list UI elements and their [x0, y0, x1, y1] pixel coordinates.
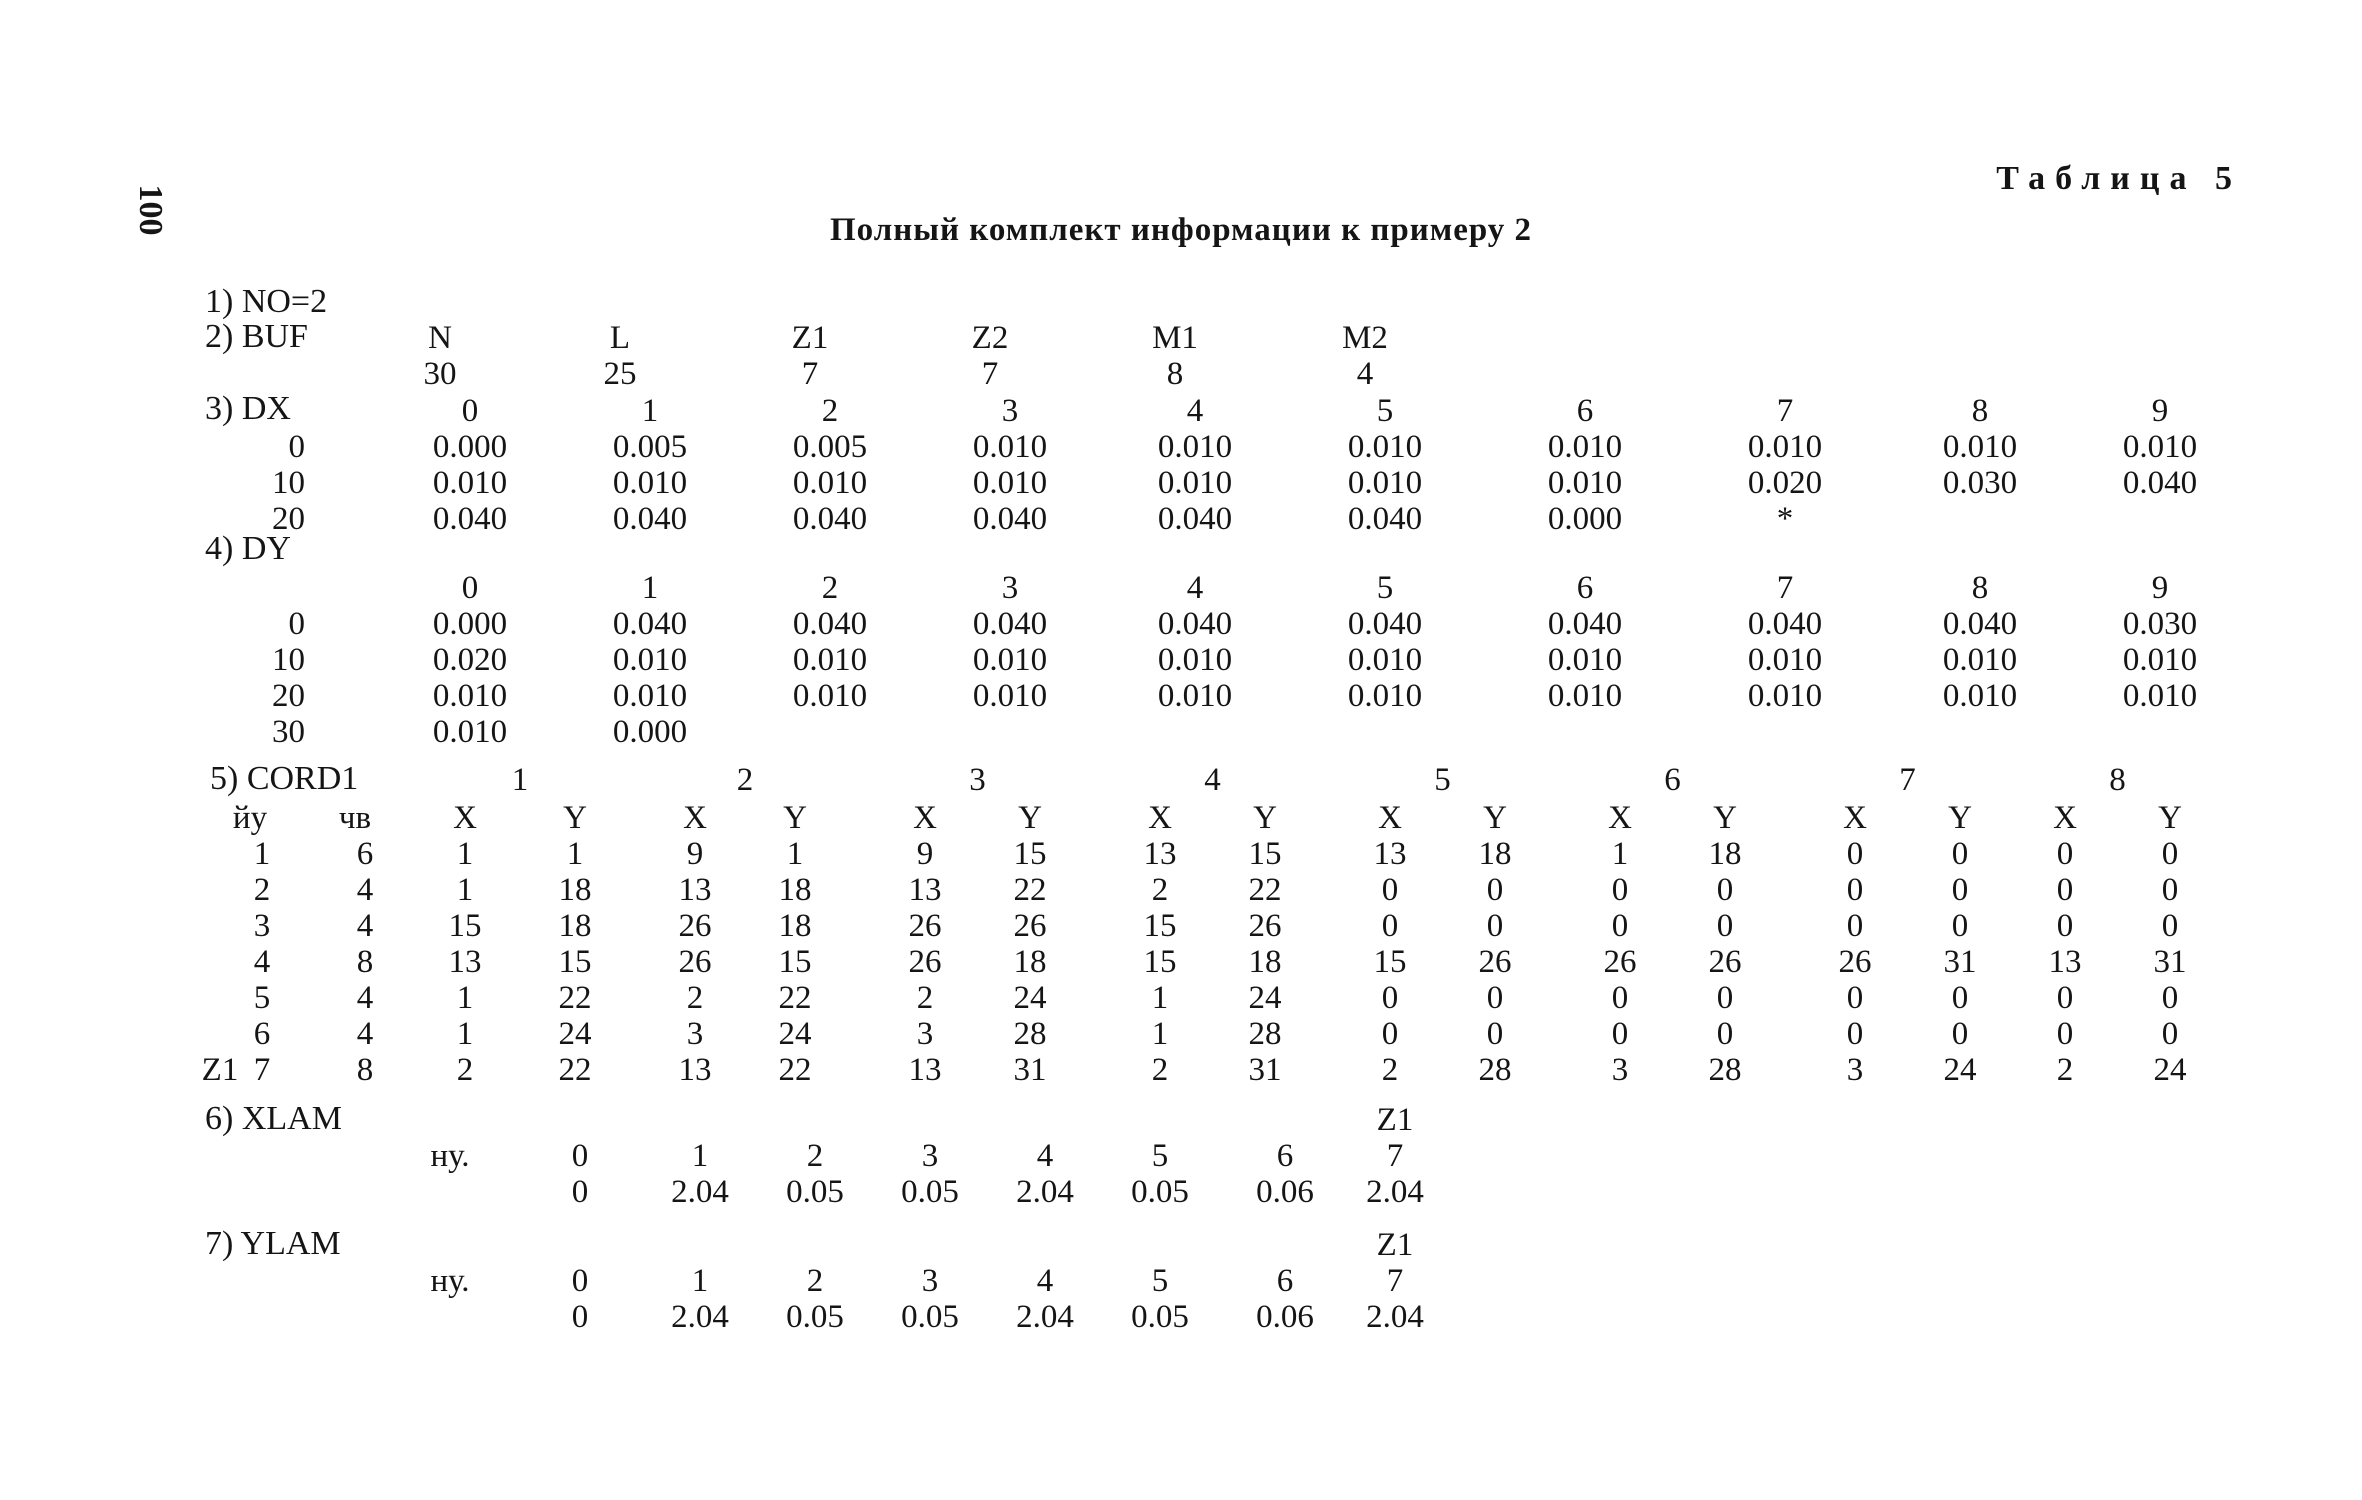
s6-index: 3	[921, 1138, 939, 1174]
page-number: 100	[132, 184, 169, 236]
cord-cell: 0	[1486, 1016, 1504, 1052]
dy-cell: 0.010	[1942, 678, 2018, 714]
dx-cell: 0.010	[1547, 429, 1623, 465]
cord-cell: 22	[558, 1052, 592, 1088]
dy-cell: 0.040	[1157, 606, 1233, 642]
cord-group-header: 6	[1664, 762, 1681, 798]
cord-cell: 28	[1708, 1052, 1742, 1088]
dx-cell: 0.005	[612, 429, 688, 465]
dx-cell: 0.010	[1547, 465, 1623, 501]
dx-cell: *	[1776, 501, 1794, 537]
buf-header: N	[428, 320, 452, 356]
s6-value: 2.04	[671, 1174, 729, 1210]
cord-cell: 18	[558, 872, 592, 908]
s6-index: 5	[1151, 1138, 1169, 1174]
dx-cell: 0.040	[432, 501, 508, 537]
cord-cell: 22	[1248, 872, 1282, 908]
dy-cell: 0.010	[432, 714, 508, 750]
cord-cell: 9	[916, 836, 934, 872]
cord-cell: 2	[1151, 872, 1169, 908]
dy-cell: 0.030	[2122, 606, 2198, 642]
dy-cell: 0.040	[1942, 606, 2018, 642]
dy-cell: 0.010	[1157, 678, 1233, 714]
s6-index: 2	[806, 1138, 824, 1174]
cord-cell: 0	[1951, 872, 1969, 908]
dy-cell: 0.010	[1747, 642, 1823, 678]
dy-cell: 0.040	[1747, 606, 1823, 642]
dy-col-header: 3	[1001, 570, 1019, 606]
cord-x-header: X	[1378, 800, 1402, 836]
dy-cell: 0.010	[792, 642, 868, 678]
cord-cell: 0	[2056, 836, 2074, 872]
cord-chv: 4	[356, 872, 374, 908]
s7-index: 7	[1386, 1263, 1404, 1299]
cord-x-header: X	[1843, 800, 1867, 836]
cord-cell: 28	[1248, 1016, 1282, 1052]
cord-cell: 0	[1951, 1016, 1969, 1052]
dx-col-header: 7	[1776, 393, 1794, 429]
dx-cell: 0.040	[792, 501, 868, 537]
cord-cell: 9	[686, 836, 704, 872]
s7-value: 2.04	[1366, 1299, 1424, 1335]
cord-cell: 15	[778, 944, 812, 980]
dx-cell: 0.010	[432, 465, 508, 501]
s7-index: 3	[921, 1263, 939, 1299]
buf-value: 8	[1166, 356, 1184, 392]
dx-col-header: 4	[1186, 393, 1204, 429]
cord-cell: 0	[1716, 1016, 1734, 1052]
cord-cell: 31	[1943, 944, 1977, 980]
cord-cell: 13	[1143, 836, 1177, 872]
s7-value: 2.04	[671, 1299, 729, 1335]
cord-cell: 1	[456, 836, 474, 872]
cord-cell: 3	[686, 1016, 704, 1052]
s6-index: 1	[691, 1138, 709, 1174]
section-5-label: 5) CORD1	[210, 760, 359, 797]
cord-cell: 0	[1846, 980, 1864, 1016]
s6-ny-label: ну.	[430, 1138, 470, 1174]
dy-cell: 0.010	[972, 642, 1048, 678]
s6-index: 7	[1386, 1138, 1404, 1174]
cord-cell: 0	[1716, 980, 1734, 1016]
dx-cell: 0.040	[1157, 501, 1233, 537]
buf-value: 30	[423, 356, 457, 392]
cord-cell: 18	[1013, 944, 1047, 980]
dx-cell: 0.010	[1747, 429, 1823, 465]
cord-cell: 0	[1381, 1016, 1399, 1052]
s6-z1-label: Z1	[1376, 1102, 1414, 1138]
cord-cell: 1	[786, 836, 804, 872]
cord-ny: 3	[253, 908, 271, 944]
cord-cell: 15	[1013, 836, 1047, 872]
cord-cell: 2	[2056, 1052, 2074, 1088]
cord-y-header: Y	[1018, 800, 1042, 836]
cord-cell: 0	[2056, 908, 2074, 944]
cord-group-header: 7	[1899, 762, 1916, 798]
cord-cell: 0	[1611, 908, 1629, 944]
cord-cell: 0	[2056, 1016, 2074, 1052]
cord-y-header: Y	[1483, 800, 1507, 836]
s7-index: 1	[691, 1263, 709, 1299]
dy-col-header: 8	[1971, 570, 1989, 606]
cord-group-header: 8	[2109, 762, 2126, 798]
cord-cell: 18	[1708, 836, 1742, 872]
cord-cell: 15	[1143, 908, 1177, 944]
s7-value: 0.05	[786, 1299, 844, 1335]
dy-cell: 0.010	[1347, 678, 1423, 714]
s6-value: 0.05	[901, 1174, 959, 1210]
cord-cell: 15	[1248, 836, 1282, 872]
cord-cell: 24	[1013, 980, 1047, 1016]
cord-chv: 8	[356, 944, 374, 980]
cord-cell: 13	[448, 944, 482, 980]
dy-cell: 0.010	[1547, 642, 1623, 678]
section-4-label: 4) DY	[205, 530, 291, 567]
dy-cell: 0.040	[1547, 606, 1623, 642]
dy-col-header: 7	[1776, 570, 1794, 606]
cord-ny: 6	[253, 1016, 271, 1052]
cord-row-prefix: Z1	[201, 1052, 239, 1088]
dx-cell: 0.040	[1347, 501, 1423, 537]
dx-cell: 0.010	[1157, 465, 1233, 501]
cord-cell: 18	[558, 908, 592, 944]
cord-cell: 1	[1151, 980, 1169, 1016]
dy-cell: 0.010	[1942, 642, 2018, 678]
buf-header: M2	[1342, 320, 1388, 356]
s6-index: 4	[1036, 1138, 1054, 1174]
s7-z1-label: Z1	[1376, 1227, 1414, 1263]
cord-cell: 26	[1248, 908, 1282, 944]
s7-index: 0	[571, 1263, 589, 1299]
cord-x-header: X	[1148, 800, 1172, 836]
page-title: Полный комплект информации к примеру 2	[829, 212, 1533, 248]
cord-cell: 24	[1248, 980, 1282, 1016]
cord-cell: 0	[2161, 836, 2179, 872]
cord-cell: 3	[1611, 1052, 1629, 1088]
cord-cell: 13	[908, 872, 942, 908]
dx-col-header: 3	[1001, 393, 1019, 429]
dx-cell: 0.010	[1942, 429, 2018, 465]
cord-chv-header: чв	[338, 800, 372, 836]
dx-cell: 0.000	[432, 429, 508, 465]
buf-header: Z1	[791, 320, 829, 356]
dy-col-header: 6	[1576, 570, 1594, 606]
cord-cell: 0	[2161, 980, 2179, 1016]
dy-col-header: 1	[641, 570, 659, 606]
cord-cell: 24	[1943, 1052, 1977, 1088]
cord-cell: 0	[1716, 908, 1734, 944]
section-7-label: 7) YLAM	[205, 1225, 341, 1262]
dy-row-label: 0	[288, 606, 305, 642]
cord-cell: 2	[916, 980, 934, 1016]
cord-ny: 5	[253, 980, 271, 1016]
cord-group-header: 4	[1204, 762, 1221, 798]
cord-cell: 15	[1373, 944, 1407, 980]
cord-cell: 0	[1486, 980, 1504, 1016]
buf-value: 4	[1356, 356, 1374, 392]
dx-col-header: 1	[641, 393, 659, 429]
cord-cell: 0	[1486, 908, 1504, 944]
dx-cell: 0.010	[972, 429, 1048, 465]
s6-value: 2.04	[1016, 1174, 1074, 1210]
table-label: Таблица 5	[1996, 160, 2242, 197]
cord-cell: 15	[448, 908, 482, 944]
cord-cell: 24	[558, 1016, 592, 1052]
dy-cell: 0.000	[612, 714, 688, 750]
s7-value: 0.05	[901, 1299, 959, 1335]
dx-col-header: 6	[1576, 393, 1594, 429]
cord-cell: 13	[1373, 836, 1407, 872]
section-6-label: 6) XLAM	[205, 1100, 342, 1137]
dy-row-label: 30	[272, 714, 305, 750]
dx-cell: 0.040	[972, 501, 1048, 537]
cord-cell: 28	[1478, 1052, 1512, 1088]
cord-group-header: 3	[969, 762, 986, 798]
dx-row-label: 20	[272, 501, 305, 537]
s6-value: 0	[571, 1174, 589, 1210]
dy-cell: 0.010	[2122, 642, 2198, 678]
cord-cell: 22	[558, 980, 592, 1016]
cord-cell: 0	[1381, 980, 1399, 1016]
cord-x-header: X	[2053, 800, 2077, 836]
dx-col-header: 9	[2151, 393, 2169, 429]
dy-col-header: 0	[461, 570, 479, 606]
cord-cell: 13	[678, 1052, 712, 1088]
cord-cell: 0	[2161, 908, 2179, 944]
cord-cell: 0	[1611, 980, 1629, 1016]
cord-cell: 24	[2153, 1052, 2187, 1088]
cord-cell: 26	[1708, 944, 1742, 980]
s7-index: 5	[1151, 1263, 1169, 1299]
cord-cell: 0	[2161, 872, 2179, 908]
dy-col-header: 4	[1186, 570, 1204, 606]
cord-chv: 8	[356, 1052, 374, 1088]
cord-cell: 2	[686, 980, 704, 1016]
cord-cell: 26	[908, 908, 942, 944]
cord-cell: 31	[1013, 1052, 1047, 1088]
cord-cell: 13	[908, 1052, 942, 1088]
dx-cell: 0.030	[1942, 465, 2018, 501]
s7-value: 2.04	[1016, 1299, 1074, 1335]
cord-cell: 0	[1381, 908, 1399, 944]
dx-row-label: 10	[272, 465, 305, 501]
dx-cell: 0.010	[1347, 465, 1423, 501]
cord-cell: 1	[456, 1016, 474, 1052]
cord-cell: 1	[566, 836, 584, 872]
dx-cell: 0.010	[972, 465, 1048, 501]
dy-col-header: 5	[1376, 570, 1394, 606]
cord-cell: 15	[1143, 944, 1177, 980]
dx-cell: 0.020	[1747, 465, 1823, 501]
cord-cell: 0	[2056, 980, 2074, 1016]
buf-value: 25	[603, 356, 637, 392]
cord-cell: 0	[2056, 872, 2074, 908]
cord-cell: 26	[1478, 944, 1512, 980]
dx-cell: 0.040	[2122, 465, 2198, 501]
dy-row-label: 10	[272, 642, 305, 678]
cord-cell: 18	[1248, 944, 1282, 980]
cord-x-header: X	[683, 800, 707, 836]
cord-x-header: X	[913, 800, 937, 836]
buf-value: 7	[801, 356, 819, 392]
cord-cell: 0	[1486, 872, 1504, 908]
dx-cell: 0.040	[612, 501, 688, 537]
cord-cell: 0	[1951, 836, 1969, 872]
dy-col-header: 9	[2151, 570, 2169, 606]
s6-value: 0.06	[1256, 1174, 1314, 1210]
cord-group-header: 5	[1434, 762, 1451, 798]
cord-x-header: X	[453, 800, 477, 836]
cord-cell: 18	[778, 908, 812, 944]
dx-row-label: 0	[288, 429, 305, 465]
dy-row-label: 20	[272, 678, 305, 714]
cord-cell: 0	[2161, 1016, 2179, 1052]
dy-cell: 0.010	[1347, 642, 1423, 678]
cord-cell: 0	[1846, 872, 1864, 908]
buf-header: L	[609, 320, 631, 356]
buf-header: M1	[1152, 320, 1198, 356]
dy-cell: 0.010	[612, 678, 688, 714]
cord-chv: 6	[356, 836, 374, 872]
s6-value: 0.05	[786, 1174, 844, 1210]
s7-value: 0.05	[1131, 1299, 1189, 1335]
cord-cell: 13	[2048, 944, 2082, 980]
dy-cell: 0.020	[432, 642, 508, 678]
cord-ny: 2	[253, 872, 271, 908]
cord-cell: 2	[1381, 1052, 1399, 1088]
cord-cell: 0	[1951, 980, 1969, 1016]
cord-cell: 1	[1151, 1016, 1169, 1052]
cord-cell: 26	[1603, 944, 1637, 980]
cord-cell: 18	[778, 872, 812, 908]
cord-y-header: Y	[563, 800, 587, 836]
cord-cell: 1	[1611, 836, 1629, 872]
cord-cell: 18	[1478, 836, 1512, 872]
s6-value: 0.05	[1131, 1174, 1189, 1210]
cord-cell: 0	[1846, 1016, 1864, 1052]
cord-y-header: Y	[783, 800, 807, 836]
cord-cell: 0	[1846, 836, 1864, 872]
buf-header: Z2	[971, 320, 1009, 356]
cord-cell: 15	[558, 944, 592, 980]
cord-cell: 1	[456, 980, 474, 1016]
cord-cell: 13	[678, 872, 712, 908]
s7-value: 0	[571, 1299, 589, 1335]
section-3-label: 3) DX	[205, 390, 291, 427]
dy-cell: 0.010	[792, 678, 868, 714]
cord-cell: 26	[1838, 944, 1872, 980]
cord-cell: 24	[778, 1016, 812, 1052]
s6-index: 6	[1276, 1138, 1294, 1174]
cord-y-header: Y	[1253, 800, 1277, 836]
cord-y-header: Y	[1713, 800, 1737, 836]
cord-cell: 26	[1013, 908, 1047, 944]
cord-ny: 4	[253, 944, 271, 980]
dx-col-header: 0	[461, 393, 479, 429]
cord-cell: 0	[1951, 908, 1969, 944]
dx-col-header: 8	[1971, 393, 1989, 429]
s7-index: 6	[1276, 1263, 1294, 1299]
cord-cell: 22	[778, 980, 812, 1016]
cord-cell: 0	[1381, 872, 1399, 908]
cord-cell: 0	[1611, 872, 1629, 908]
dx-cell: 0.010	[1347, 429, 1423, 465]
cord-chv: 4	[356, 1016, 374, 1052]
cord-cell: 26	[678, 908, 712, 944]
dx-cell: 0.005	[792, 429, 868, 465]
dx-cell: 0.010	[2122, 429, 2198, 465]
cord-x-header: X	[1608, 800, 1632, 836]
dy-cell: 0.010	[972, 678, 1048, 714]
buf-value: 7	[981, 356, 999, 392]
cord-cell: 0	[1611, 1016, 1629, 1052]
cord-y-header: Y	[1948, 800, 1972, 836]
dx-cell: 0.010	[792, 465, 868, 501]
dx-cell: 0.010	[1157, 429, 1233, 465]
cord-ny: 1	[253, 836, 271, 872]
dx-cell: 0.000	[1547, 501, 1623, 537]
dy-cell: 0.010	[2122, 678, 2198, 714]
dy-cell: 0.010	[1157, 642, 1233, 678]
dy-col-header: 2	[821, 570, 839, 606]
dy-cell: 0.000	[432, 606, 508, 642]
cord-cell: 26	[908, 944, 942, 980]
s7-index: 2	[806, 1263, 824, 1299]
cord-chv: 4	[356, 980, 374, 1016]
dy-cell: 0.010	[432, 678, 508, 714]
cord-cell: 31	[1248, 1052, 1282, 1088]
cord-cell: 0	[1846, 908, 1864, 944]
s6-index: 0	[571, 1138, 589, 1174]
section-2-label: 2) BUF	[205, 318, 308, 355]
cord-group-header: 1	[511, 762, 529, 798]
s6-value: 2.04	[1366, 1174, 1424, 1210]
cord-cell: 26	[678, 944, 712, 980]
cord-cell: 31	[2153, 944, 2187, 980]
s7-value: 0.06	[1256, 1299, 1314, 1335]
cord-cell: 0	[1716, 872, 1734, 908]
cord-cell: 3	[1846, 1052, 1864, 1088]
cord-cell: 1	[456, 872, 474, 908]
cord-cell: 3	[916, 1016, 934, 1052]
dy-cell: 0.040	[1347, 606, 1423, 642]
dy-cell: 0.010	[1747, 678, 1823, 714]
cord-ny-header: йу	[232, 800, 268, 836]
cord-chv: 4	[356, 908, 374, 944]
cord-group-header: 2	[736, 762, 754, 798]
s7-index: 4	[1036, 1263, 1054, 1299]
dx-cell: 0.010	[612, 465, 688, 501]
cord-cell: 22	[1013, 872, 1047, 908]
dy-cell: 0.040	[792, 606, 868, 642]
dy-cell: 0.010	[1547, 678, 1623, 714]
cord-cell: 28	[1013, 1016, 1047, 1052]
cord-cell: 22	[778, 1052, 812, 1088]
cord-y-header: Y	[2158, 800, 2182, 836]
cord-cell: 2	[456, 1052, 474, 1088]
dy-cell: 0.040	[612, 606, 688, 642]
s7-ny-label: ну.	[430, 1263, 470, 1299]
dx-col-header: 2	[821, 393, 839, 429]
section-1-label: 1) NO=2	[205, 283, 328, 320]
dx-col-header: 5	[1376, 393, 1394, 429]
cord-cell: 2	[1151, 1052, 1169, 1088]
cord-ny: 7	[253, 1052, 271, 1088]
dy-cell: 0.010	[612, 642, 688, 678]
dy-cell: 0.040	[972, 606, 1048, 642]
